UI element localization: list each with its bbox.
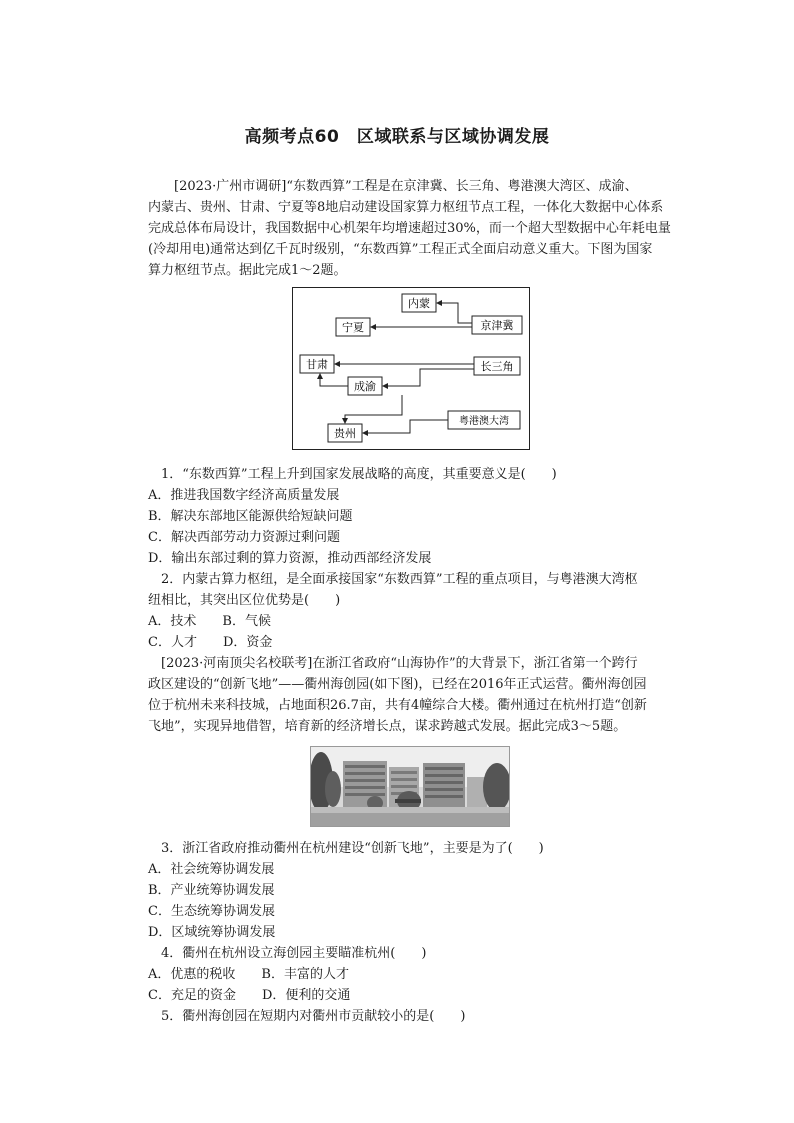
question-2-option-a: A．技术: [148, 614, 197, 629]
passage-2-line: 位于杭州未来科技城，占地面积26.7亩，共有4幢综合大楼。衢州通过在杭州打造“创新: [148, 698, 647, 713]
question-5-stem: 5．衢州海创园在短期内对衢州市贡献较小的是( ): [161, 1009, 466, 1024]
passage-2-line: 政区建设的“创新飞地”——衢州海创园(如下图)，已经在2016年正式运营。衢州海创园: [148, 677, 647, 692]
computing-hub-diagram: [292, 287, 530, 450]
question-3-option: D．区域统筹协调发展: [148, 925, 276, 940]
question-1-option: A．推进我国数字经济高质量发展: [148, 488, 340, 503]
passage-2-line: [2023·河南顶尖名校联考]在浙江省政府“山海协作”的大背景下，浙江省第一个跨行: [161, 656, 638, 671]
question-2-option-d: D．资金: [222, 635, 273, 650]
question-5: [148, 1006, 656, 1027]
question-1: [148, 464, 656, 569]
question-4-option-a: A．优惠的税收: [148, 967, 236, 982]
question-2-options-row-1: [148, 611, 656, 632]
node-guizhou-label: 贵州: [334, 427, 356, 440]
node-changsanjiao-label: 长三角: [480, 360, 514, 373]
question-4: [148, 943, 656, 1006]
question-2-options-row-2: [148, 632, 656, 653]
question-3-stem: 3．浙江省政府推动衢州在杭州建设“创新飞地”，主要是为了( ): [161, 841, 544, 856]
question-3: [148, 838, 656, 943]
page-title: 高频考点60 区域联系与区域协调发展: [244, 127, 550, 147]
quzhou-park-photo: [310, 746, 510, 827]
passage-2-line: 飞地”，实现异地借智，培育新的经济增长点，谋求跨越式发展。据此完成3～5题。: [148, 719, 627, 734]
node-jingjinji-label: 京津冀: [480, 319, 514, 332]
passage-1-line: [2023·广州市调研]“东数西算”工程是在京津冀、长三角、粤港澳大湾区、成渝、: [174, 179, 638, 194]
question-4-option-b: B．丰富的人才: [261, 967, 349, 982]
question-3-option: B．产业统筹协调发展: [148, 883, 275, 898]
question-4-options-row-2: [148, 985, 656, 1006]
question-4-stem: 4．衢州在杭州设立海创园主要瞄准杭州( ): [161, 946, 427, 961]
passage-1-line: 内蒙古、贵州、甘肃、宁夏等8地启动建设国家算力枢纽节点工程，一体化大数据中心体系: [148, 200, 664, 215]
passage-1-line: 算力枢纽节点。据此完成1～2题。: [148, 263, 347, 278]
question-3-option: A．社会统筹协调发展: [148, 862, 275, 877]
question-4-option-c: C．充足的资金: [148, 988, 236, 1003]
question-4-options-row-1: [148, 964, 656, 985]
question-2: [148, 569, 656, 653]
passage-2: [148, 653, 656, 737]
node-yuegangao-label: 粤港澳大湾: [459, 416, 509, 427]
question-1-option: D．输出东部过剩的算力资源，推动西部经济发展: [148, 551, 432, 566]
question-3-option: C．生态统筹协调发展: [148, 904, 275, 919]
question-2-option-c: C．人才: [148, 635, 197, 650]
passage-1-line: 完成总体布局设计，我国数据中心机架年均增速超过30%，而一个超大型数据中心年耗电量: [148, 221, 671, 236]
question-1-stem: 1．“东数西算”工程上升到国家发展战略的高度，其重要意义是( ): [161, 467, 557, 482]
question-2-stem-cont: 纽相比，其突出区位优势是( ): [148, 593, 341, 608]
question-1-option: C．解决西部劳动力资源过剩问题: [148, 530, 340, 545]
node-ningxia-label: 宁夏: [342, 321, 364, 334]
node-gansu-label: 甘肃: [306, 358, 328, 371]
question-2-stem: 2．内蒙古算力枢纽，是全面承接国家“东数西算”工程的重点项目，与粤港澳大湾枢: [161, 572, 638, 587]
question-2-option-b: B．气候: [222, 614, 271, 629]
passage-1-line: (冷却用电)通常达到亿千瓦时级别，“东数西算”工程正式全面启动意义重大。下图为国家: [148, 242, 653, 257]
passage-1: [148, 176, 671, 281]
question-4-option-d: D．便利的交通: [261, 988, 351, 1003]
node-chengyu-label: 成渝: [354, 380, 376, 393]
node-neimeng-label: 内蒙: [408, 297, 430, 310]
question-1-option: B．解决东部地区能源供给短缺问题: [148, 509, 353, 524]
